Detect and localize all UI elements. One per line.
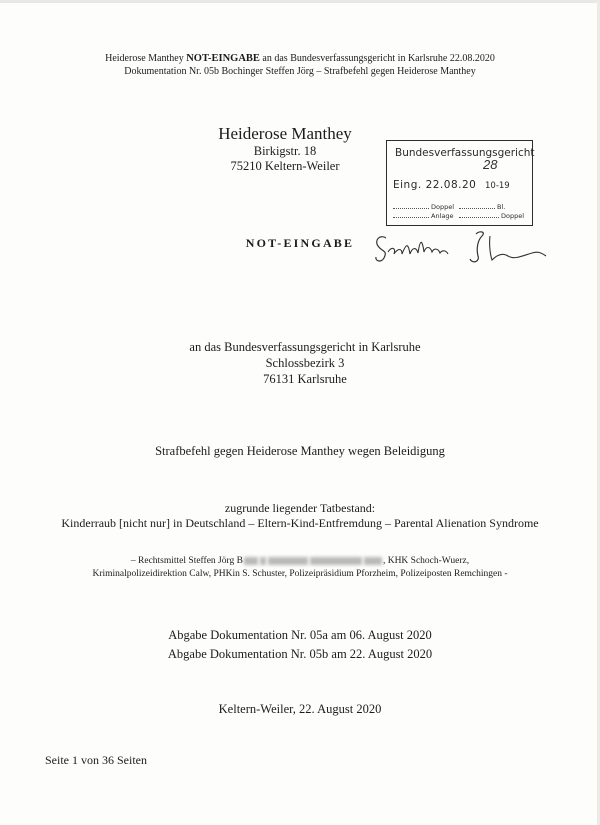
recipient-line-2: Schlossbezirk 3: [265, 356, 345, 370]
sender-name: Heiderose Manthey: [218, 124, 352, 143]
remedy-prefix: – Rechtsmittel Steffen Jörg B: [130, 556, 243, 566]
stamp-bl: Bl.: [497, 203, 506, 211]
stamp-rule: [393, 208, 429, 209]
header-bold-title: NOT-EINGABE: [186, 53, 260, 64]
remedy-line-2: Kriminalpolizeidirektion Calw, PHKin S. Schuster, Polizeipräsidium Pforzheim, Polizeiposten Remchingen -: [92, 569, 508, 579]
remedy-line-1: [0, 555, 600, 568]
recipient-line-3: 76131 Karlsruhe: [263, 372, 347, 386]
header-line-1: [0, 52, 600, 65]
stamp-date: 22.08.20: [425, 179, 477, 191]
redaction-blur: [268, 557, 308, 565]
place-date: Keltern-Weiler, 22. August 2020: [218, 702, 382, 716]
page-number: Seite 1 von 36 Seiten: [45, 753, 147, 767]
stamp-doppel-2: Doppel: [501, 212, 525, 220]
stamp-number: 28: [483, 157, 498, 172]
stamp-rule: [459, 217, 499, 218]
recipient-line-1: an das Bundesverfassungsgericht in Karlsruhe: [189, 340, 421, 354]
stamp-eing-label: Eing.: [393, 179, 422, 191]
recipient-address: [130, 339, 480, 387]
header-rest: an das Bundesverfassungsgericht in Karlsruhe 22.08.2020: [262, 53, 495, 64]
stamp-rule: [459, 208, 495, 209]
submission-line-2: Abgabe Dokumentation Nr. 05b am 22. August 2020: [167, 647, 433, 661]
stamp-time: 10-19: [485, 181, 510, 191]
submission-block: [0, 626, 600, 664]
facts-label: zugrunde liegender Tatbestand:: [224, 501, 376, 515]
redaction-blur: [244, 557, 258, 565]
remedy-block: [0, 555, 600, 581]
header-line-2: Dokumentation Nr. 05b Bochinger Steffen Jörg – Strafbefehl gegen Heiderose Manthey: [124, 66, 476, 77]
receipt-stamp: [386, 140, 533, 226]
sender-street: Birkigstr. 18: [253, 144, 317, 158]
document-title: NOT-EINGABE: [245, 236, 355, 250]
page-header: [0, 52, 600, 78]
redaction-blur: [364, 557, 382, 565]
sender-city: 75210 Keltern-Weiler: [230, 159, 340, 173]
stamp-eing: [393, 179, 476, 191]
stamp-rule: [393, 217, 429, 218]
redaction-blur: [310, 557, 362, 565]
scan-edge-top: [0, 0, 600, 3]
facts-text: Kinderraub [nicht nur] in Deutschland – Eltern-Kind-Entfremdung – Parental Alienation Syndrome: [61, 516, 539, 530]
submission-line-1: Abgabe Dokumentation Nr. 05a am 06. August 2020: [168, 628, 432, 642]
facts-block: [0, 501, 600, 531]
header-name: Heiderose Manthey: [105, 53, 184, 64]
stamp-anlage: Anlage: [431, 212, 454, 220]
stamp-doppel: Doppel: [431, 203, 455, 211]
sender-address: [150, 124, 420, 174]
redaction-blur: [260, 557, 266, 565]
subject-line: Strafbefehl gegen Heiderose Manthey wegen Beleidigung: [155, 444, 445, 458]
remedy-suffix: , KHK Schoch-Wuerz,: [382, 556, 470, 566]
stamp-title: Bundesverfassungsgericht: [395, 147, 535, 159]
